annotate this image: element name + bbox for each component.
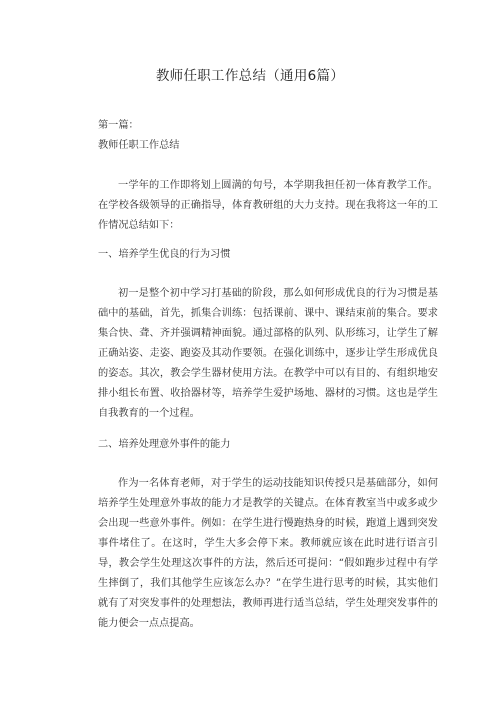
paragraph-intro: 一学年的工作即将划上圆满的句号，本学期我担任初一体育教学工作。在学校各级领导的正确指导，体育教研组的大力支持。现在我将这一年的工作情况总结如下： <box>98 180 438 231</box>
document-title: 教师任职工作总结（通用6篇） <box>155 68 345 84</box>
paragraph-behavior: 初一是整个初中学习打基础的阶段，那么如何形成优良的行为习惯是基础中的基础，首先，抓集合训练：包括课前、课中、课结束前的集合。要求集合快、聋、齐并强调精神面貌。通过部格的队列、队形练习，让学生了解正确站姿、走姿、跑姿及其动作要领。在强化训练中，逐步让学生形成优良的姿态。其次，教会学生器材使用方法。在教学中可以有目的、有组织地安排小组长布置、收拾器材等，培养学生爱护场地、器材的习惯。这也是学生自我教育的一个过程。 <box>98 288 438 419</box>
part-subtitle: 教师任职工作总结 <box>98 140 180 151</box>
section-heading-emergency: 二、培养处理意外事件的能力 <box>98 439 231 450</box>
paragraph-emergency: 作为一名体育老师，对于学生的运动技能知识传授只是基础部分，如何培养学生处理意外事故的能力才是教学的关键点。在体育教室当中或多或少会出现一些意外事件。例如：在学生进行慢跑热身的时候，跑道上遇到突发事件堵住了。在这时，学生大多会停下来。教师就应该在此时进行语言引导，教会学生处理这次事件的方法，然后还可提问：“假如跑步过程中有学生摔倒了，我们其他学生应该怎么办？”在学生进行思考的时候，其实他们就有了对突发事件的处理想法，教师再进行适当总结，学生处理突发事件的能力便会一点点提高。 <box>98 478 438 629</box>
section-heading-behavior: 一、培养学生优良的行为习惯 <box>98 249 231 260</box>
part-label: 第一篇： <box>98 120 139 131</box>
